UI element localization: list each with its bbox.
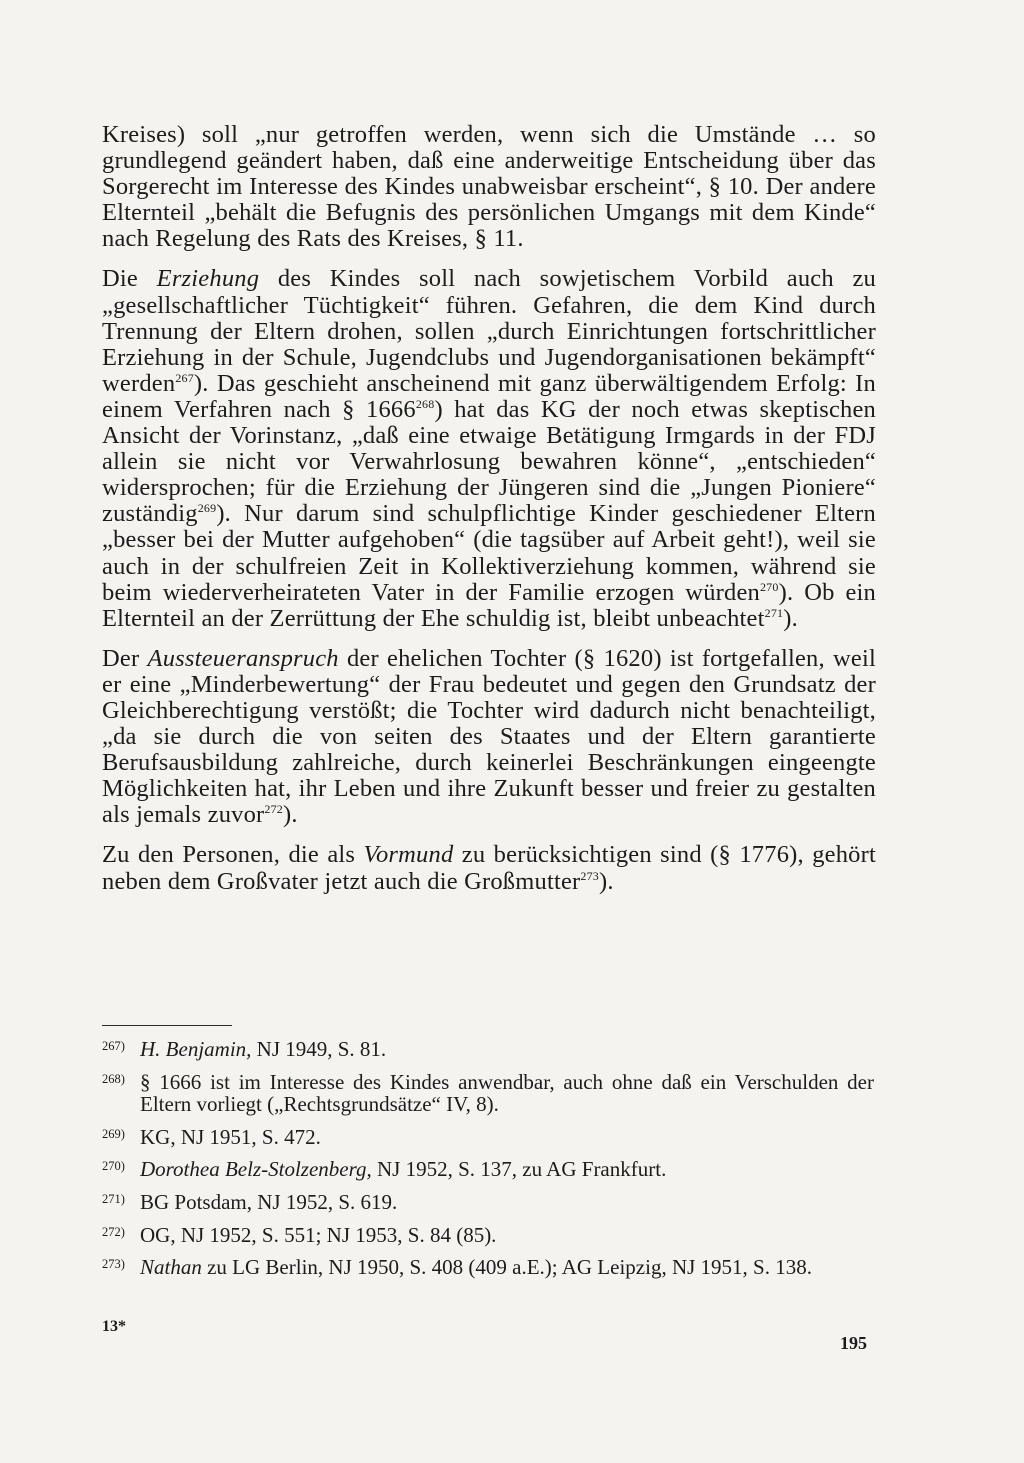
footnote-text: [140, 1256, 874, 1278]
text-run: ).: [599, 867, 614, 895]
footnote: [102, 1038, 874, 1060]
footnote-ref: 273: [580, 868, 600, 883]
footnote-number: 268): [102, 1071, 125, 1086]
paragraph: [102, 646, 876, 829]
footnote-ref: 267: [175, 370, 194, 385]
text-run: ) hat das KG der noch etwas skeptischen Ansicht der Vorinstanz, „daß eine etwaige Betätigung Irmgards in der FDJ allein sie nicht vor Verwahrlosung bewahren könne“, „entschieden“ widersprochen; für die Erziehung der Jüngeren sind die „Jungen Pioniere“ zuständig: [102, 395, 876, 528]
text-run: ). Nur darum sind schulpflichtige Kinder geschiedener Eltern „besser bei der Mutter aufgehoben“ (die tagsüber auf Arbeit geht!), weil sie auch in der schulfreien Zeit in Kollektiverziehung kommen, während sie beim wiederverheirateten Vater in der Familie erzogen würden: [102, 500, 876, 606]
emphasis: Erziehung: [156, 265, 260, 293]
text-run: OG, NJ 1952, S. 551; NJ 1953, S. 84 (85).: [140, 1222, 497, 1247]
text-run: NJ 1952, S. 137, zu AG Frankfurt.: [371, 1157, 667, 1182]
main-text: [102, 122, 876, 895]
text-run: § 1666 ist im Interesse des Kindes anwendbar, auch ohne daß ein Verschulden der Eltern vorliegt („Rechtsgrundsätze“ IV, 8).: [140, 1069, 874, 1116]
text-run: ).: [783, 604, 798, 632]
footnote-ref: 270: [759, 579, 779, 594]
text-run: der ehelichen Tochter (§ 1620) ist fortgefallen, weil er eine „Minderbewertung“ der Frau bedeutet und gegen den Grundsatz der Gleichberechtigung verstößt; die Tochter wird dadurch nicht benachteiligt, „da sie durch die von seiten des Staates und der Eltern garantierte Berufsausbildung zahlreiche, durch keinerlei Beschränkungen eingeengte Möglichkeiten hat, ihr Leben und ihre Zukunft besser und freier zu gestalten als jemals zuvor: [102, 644, 876, 829]
text-run: des Kindes soll nach sowjetischem Vorbild auch zu „gesellschaftlicher Tüchtigkeit“ führen. Gefahren, die dem Kind durch Trennung der Eltern drohen, sollen „durch Einrichtungen fortschrittlicher Erziehung in der Schule, Jugendclubs und Jugendorganisationen bekämpft“ werden: [102, 265, 876, 397]
footnote-text: [140, 1071, 874, 1115]
emphasis: Aussteueranspruch: [147, 644, 339, 672]
text-run: zu LG Berlin, NJ 1950, S. 408 (409 a.E.); AG Leipzig, NJ 1951, S. 138.: [201, 1255, 812, 1280]
page-number: 195: [840, 1333, 867, 1353]
text-run: KG, NJ 1951, S. 472.: [140, 1124, 321, 1149]
footnote: [102, 1158, 874, 1180]
text-run: Kreises) soll „nur getroffen werden, wenn sich die Umstände … so grundlegend geändert haben, daß eine anderweitige Entscheidung über das Sorgerecht im Interesse des Kindes unabweisbar erscheint“, § 10. Der andere Elternteil „behält die Befugnis des persönlichen Umgangs mit dem Kinde“ nach Regelung des Rats des Kreises, § 11.: [102, 121, 876, 253]
paragraph: [102, 266, 876, 631]
text-run: zu berücksichtigen sind (§ 1776), gehört neben dem Großvater jetzt auch die Großmutter: [102, 841, 876, 895]
emphasis: Nathan: [140, 1255, 202, 1280]
footnote-ref: 269: [197, 501, 217, 516]
text-run: ). Ob ein Elternteil an der Zerrüttung der Ehe schuldig ist, bleibt unbeachtet: [102, 578, 876, 632]
footnote-ref: 268: [415, 396, 435, 411]
footnote: [102, 1224, 874, 1246]
text-run: Die: [102, 265, 157, 293]
footnote-number: 267): [102, 1039, 125, 1053]
footnote-number: 273): [102, 1257, 125, 1272]
footnote-text: [140, 1224, 874, 1246]
footnote-text: [140, 1126, 874, 1148]
text-run: Zu den Personen, die als: [102, 841, 364, 869]
footnote-number: 271): [102, 1192, 125, 1207]
footnote-number: 269): [102, 1126, 125, 1141]
footnote-text: [140, 1038, 874, 1060]
emphasis: Dorothea Belz-Stolzenberg,: [140, 1157, 372, 1182]
footnote-text: [140, 1191, 874, 1213]
signature-mark: 13*: [102, 1318, 126, 1335]
emphasis: Vormund: [363, 841, 454, 869]
footnote-number: 272): [102, 1224, 125, 1239]
footnote-number: 270): [102, 1159, 125, 1174]
footnote: [102, 1256, 874, 1278]
text-run: ). Das geschieht anscheinend mit ganz überwältigendem Erfolg: In einem Verfahren nach § 1666: [102, 369, 876, 423]
footnote-text: [140, 1158, 874, 1180]
footnote-separator: [102, 1025, 232, 1026]
footnote: [102, 1071, 874, 1115]
text-run: BG Potsdam, NJ 1952, S. 619.: [140, 1190, 398, 1215]
footnote-ref: 271: [764, 605, 784, 620]
text-run: Der: [102, 644, 148, 672]
emphasis: H. Benjamin,: [140, 1037, 252, 1061]
footnote: [102, 1191, 874, 1213]
text-run: ).: [283, 801, 298, 829]
paragraph: [102, 122, 876, 252]
footnote-ref: 272: [264, 802, 284, 817]
text-run: NJ 1949, S. 81.: [251, 1037, 387, 1061]
footnotes: [102, 1038, 874, 1289]
footnote: [102, 1126, 874, 1148]
paragraph: [102, 842, 876, 894]
